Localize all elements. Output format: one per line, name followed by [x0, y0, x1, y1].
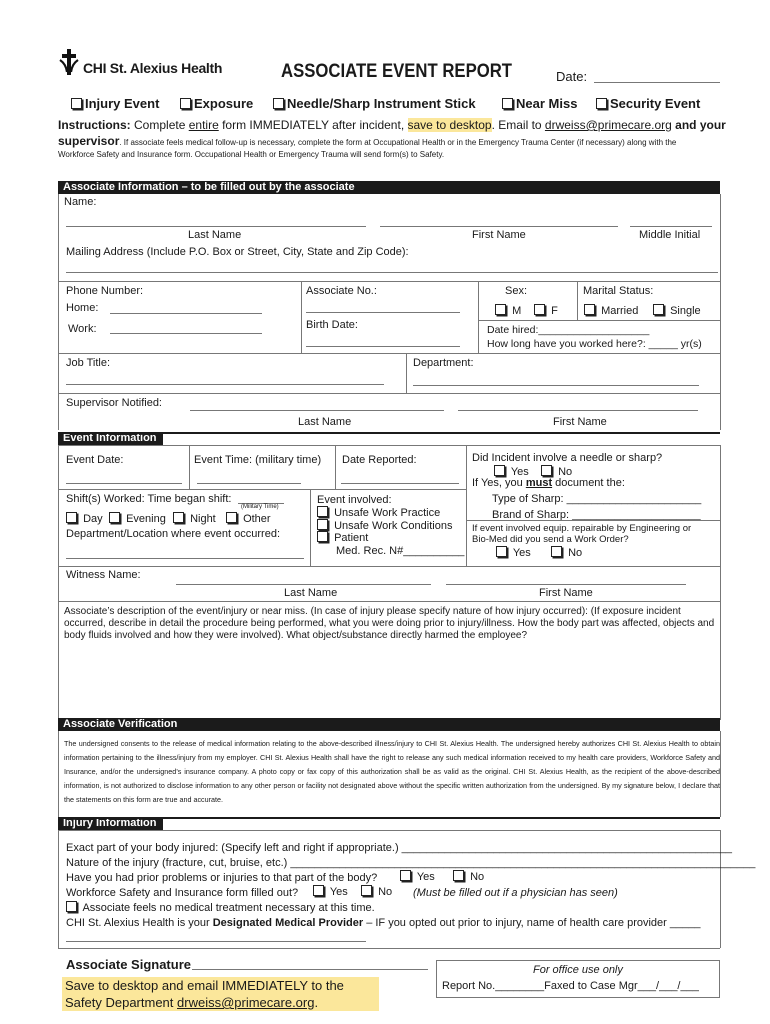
event-type-injury[interactable]: Injury Event: [71, 96, 159, 111]
checkbox-icon[interactable]: [226, 512, 237, 523]
checkbox-icon[interactable]: [453, 870, 464, 881]
single-option[interactable]: Single: [653, 304, 701, 317]
last-name-field[interactable]: [66, 226, 366, 227]
dept-location-field[interactable]: [66, 558, 304, 559]
date-reported-label: Date Reported:: [342, 454, 417, 466]
email-link[interactable]: drweiss@primecare.org: [544, 118, 672, 132]
wsi-question: Workforce Safety and Insurance form filled out?: [66, 887, 299, 899]
checkbox-icon[interactable]: [109, 512, 120, 523]
witness-first-field[interactable]: [446, 584, 686, 585]
provider-question: CHI St. Alexius Health is your Designated Medical Provider – IF you opted out prior to injury, name of health care provider _____: [66, 917, 701, 929]
work-label: Work:: [68, 323, 97, 335]
first-name-field[interactable]: [380, 226, 618, 227]
marital-status-label: Marital Status:: [583, 285, 654, 297]
repairable-question: If event involved equip. repairable by Engineering or: [472, 523, 692, 534]
workorder-no-option[interactable]: No: [551, 546, 582, 559]
date-field[interactable]: [594, 82, 720, 83]
provider-field[interactable]: [66, 941, 366, 942]
checkbox-icon[interactable]: [66, 512, 77, 523]
associate-no-field[interactable]: [306, 312, 460, 313]
verification-text: The undersigned consents to the release of medical information relating to the above-described illness/injury to CHI St. Alexius Health. The undersigned hereby authorizes CHI St. Alexius Health to obtain information pertaining to the illness/injury from my employer. CHI St. Alexius Health shall have the right to release any such medical information received to my health care providers, Workforce Safety and Insurance, and/or the undersigned’s insurance company. A photo copy or fax copy of this authorization shall be as valid as the original. CHI St. Alexius Health, as the recipient of the above-described information, is not authorized to disclose information to any other person or facility not designated above without the specific written authorization from the undersigned. By my signature below, I declare that the statements on this form are true and accurate.: [64, 739, 720, 804]
checkbox-icon[interactable]: [66, 901, 77, 912]
unsafe-conditions-option[interactable]: Unsafe Work Conditions: [317, 519, 452, 532]
event-info-bar: Event Information: [58, 432, 163, 445]
event-description-field[interactable]: [64, 648, 714, 714]
date-label: Date:: [556, 69, 588, 84]
home-phone-field[interactable]: [110, 313, 262, 314]
event-involved-label: Event involved:: [317, 494, 392, 506]
checkbox-icon[interactable]: [173, 512, 184, 523]
signature-field[interactable]: [192, 969, 428, 970]
first-name-caption: First Name: [472, 229, 526, 241]
prior-yes-option[interactable]: Yes: [400, 870, 435, 883]
checkbox-icon[interactable]: [584, 304, 595, 315]
wsi-no-option[interactable]: No: [361, 885, 392, 898]
home-label: Home:: [66, 302, 99, 314]
event-type-exposure[interactable]: Exposure: [180, 96, 253, 111]
checkbox-icon[interactable]: [273, 98, 284, 109]
instructions-line-3: Workforce Safety and Insurance form. Occupational Health or Emergency Trauma will send form(s) to Safety.: [58, 150, 445, 159]
report-no-field[interactable]: Report No.________Faxed to Case Mgr___/___/___: [442, 980, 699, 992]
mailing-address-field[interactable]: [66, 272, 718, 273]
logo-mark-icon: [58, 48, 80, 76]
checkbox-icon[interactable]: [317, 531, 328, 542]
footer-email-link[interactable]: drweiss@primecare.org: [177, 995, 315, 1010]
middle-initial-field[interactable]: [630, 226, 712, 227]
work-phone-field[interactable]: [110, 333, 262, 334]
brand-of-sharp-field[interactable]: Brand of Sharp: _____________________: [492, 509, 701, 521]
checkbox-icon[interactable]: [317, 519, 328, 530]
checkbox-icon[interactable]: [541, 465, 552, 476]
needle-yes-option[interactable]: Yes: [494, 465, 529, 478]
page-title: ASSOCIATE EVENT REPORT: [281, 61, 513, 82]
workorder-yes-option[interactable]: Yes: [496, 546, 531, 559]
mailing-address-label: Mailing Address (Include P.O. Box or Street, City, State and Zip Code):: [66, 246, 409, 258]
save-reminder: Save to desktop and email IMMEDIATELY to the Safety Department drweiss@primecare.org.: [62, 977, 379, 1011]
office-use-label: For office use only: [533, 964, 623, 976]
event-type-needle[interactable]: Needle/Sharp Instrument Stick: [273, 96, 476, 111]
shift-night-option[interactable]: Night: [173, 512, 216, 525]
shift-other-option[interactable]: Other: [226, 512, 271, 525]
med-rec-field[interactable]: Med. Rec. N#__________: [336, 545, 465, 557]
date-reported-field[interactable]: [341, 483, 459, 484]
sex-label: Sex:: [505, 285, 528, 297]
name-label: Name:: [64, 196, 97, 208]
checkbox-icon[interactable]: [596, 98, 607, 109]
sex-m-option[interactable]: M: [495, 304, 521, 317]
needle-no-option[interactable]: No: [541, 465, 572, 478]
dept-location-label: Department/Location where event occurred:: [66, 528, 281, 540]
patient-option[interactable]: Patient: [317, 531, 368, 544]
event-time-field[interactable]: [197, 483, 301, 484]
type-of-sharp-field[interactable]: Type of Sharp: ______________________: [492, 493, 702, 505]
checkbox-icon[interactable]: [495, 304, 506, 315]
checkbox-icon[interactable]: [496, 546, 507, 557]
save-to-desktop-highlight: save to desktop: [407, 118, 492, 132]
event-time-label: Event Time: (military time): [194, 454, 322, 466]
checkbox-icon[interactable]: [313, 885, 324, 896]
checkbox-icon[interactable]: [494, 465, 505, 476]
checkbox-icon[interactable]: [534, 304, 545, 315]
instructions-line-2: supervisor. If associate feels medical follow-up is necessary, complete the form at Occupational Health or in the Emergency Trauma Center (if necessary) along with the: [58, 134, 677, 148]
supervisor-last-caption: Last Name: [298, 416, 352, 428]
middle-initial-caption: Middle Initial: [639, 229, 701, 241]
shift-evening-option[interactable]: Evening: [109, 512, 166, 525]
supervisor-first-caption: First Name: [553, 416, 607, 428]
event-type-security[interactable]: Security Event: [596, 96, 700, 111]
event-date-field[interactable]: [66, 483, 182, 484]
checkbox-icon[interactable]: [71, 98, 82, 109]
associate-info-bar: Associate Information – to be filled out by the associate: [58, 181, 720, 194]
supervisor-first-field[interactable]: [458, 410, 698, 411]
phone-label: Phone Number:: [66, 285, 144, 297]
birth-date-label: Birth Date:: [306, 319, 358, 331]
logo-text: CHI St. Alexius Health: [83, 60, 223, 76]
married-option[interactable]: Married: [584, 304, 638, 317]
nature-question[interactable]: Nature of the injury (fracture, cut, bruise, etc.) ____________________________________________________________________________: [66, 857, 756, 869]
body-part-question[interactable]: Exact part of your body injured: (Specify left and right if appropriate.) ______________________________________________________: [66, 842, 733, 854]
checkbox-icon[interactable]: [317, 506, 328, 517]
workorder-question: Bio-Med did you send a Work Order?: [472, 534, 629, 545]
date-hired-field[interactable]: Date hired:___________________: [487, 324, 650, 336]
last-name-caption: Last Name: [188, 229, 242, 241]
sex-f-option[interactable]: F: [534, 304, 558, 317]
how-long-field[interactable]: How long have you worked here?: _____ yr(s): [487, 338, 702, 350]
office-use-box: [436, 960, 720, 998]
witness-label: Witness Name:: [66, 569, 141, 581]
checkbox-icon[interactable]: [400, 870, 411, 881]
event-type-near-miss[interactable]: Near Miss: [502, 96, 577, 111]
job-title-label: Job Title:: [66, 357, 111, 369]
no-treatment-option[interactable]: Associate feels no medical treatment necessary at this time.: [66, 901, 375, 914]
military-time-caption: (Military Time): [241, 504, 279, 510]
instructions-line-1: Instructions: Complete entire form IMMEDIATELY after incident, save to desktop. Email to drweiss@primecare.org and your: [58, 118, 726, 132]
unsafe-practice-option[interactable]: Unsafe Work Practice: [317, 506, 440, 519]
needle-question: Did Incident involve a needle or sharp?: [472, 452, 663, 464]
witness-last-field[interactable]: [176, 584, 431, 585]
supervisor-last-field[interactable]: [190, 410, 444, 411]
prior-problems-question: Have you had prior problems or injuries to that part of the body?: [66, 872, 378, 884]
wsi-note: (Must be filled out if a physician has seen): [413, 887, 618, 899]
witness-last-caption: Last Name: [284, 587, 338, 599]
shift-label: Shift(s) Worked: Time began shift:: [66, 493, 232, 505]
supervisor-label: Supervisor Notified:: [66, 397, 162, 409]
witness-first-caption: First Name: [539, 587, 593, 599]
prior-no-option[interactable]: No: [453, 870, 484, 883]
event-date-label: Event Date:: [66, 454, 124, 466]
shift-day-option[interactable]: Day: [66, 512, 103, 525]
department-field[interactable]: [413, 385, 699, 386]
checkbox-icon[interactable]: [653, 304, 664, 315]
checkbox-icon[interactable]: [551, 546, 562, 557]
if-yes-note: If Yes, you must document the:: [472, 477, 625, 489]
birth-date-field[interactable]: [306, 346, 460, 347]
injury-info-bar: Injury Information: [58, 817, 163, 830]
verification-bar: Associate Verification: [58, 718, 720, 731]
wsi-yes-option[interactable]: Yes: [313, 885, 348, 898]
event-description-prompt: Associate’s description of the event/injury or near miss. (In case of injury please specify nature of how injury occurred): (If exposure incident occurred, describe in detail the procedure being performed, what you were doing prior to injury/illness. How the body part was affected, objects and body fluids involved and how they were involved). What object/substance directly harmed the employee?: [64, 606, 715, 641]
job-title-field[interactable]: [66, 384, 384, 385]
signature-label: Associate Signature: [66, 957, 191, 972]
checkbox-icon[interactable]: [180, 98, 191, 109]
checkbox-icon[interactable]: [502, 98, 513, 109]
checkbox-icon[interactable]: [361, 885, 372, 896]
associate-no-label: Associate No.:: [306, 285, 377, 297]
department-label: Department:: [413, 357, 474, 369]
